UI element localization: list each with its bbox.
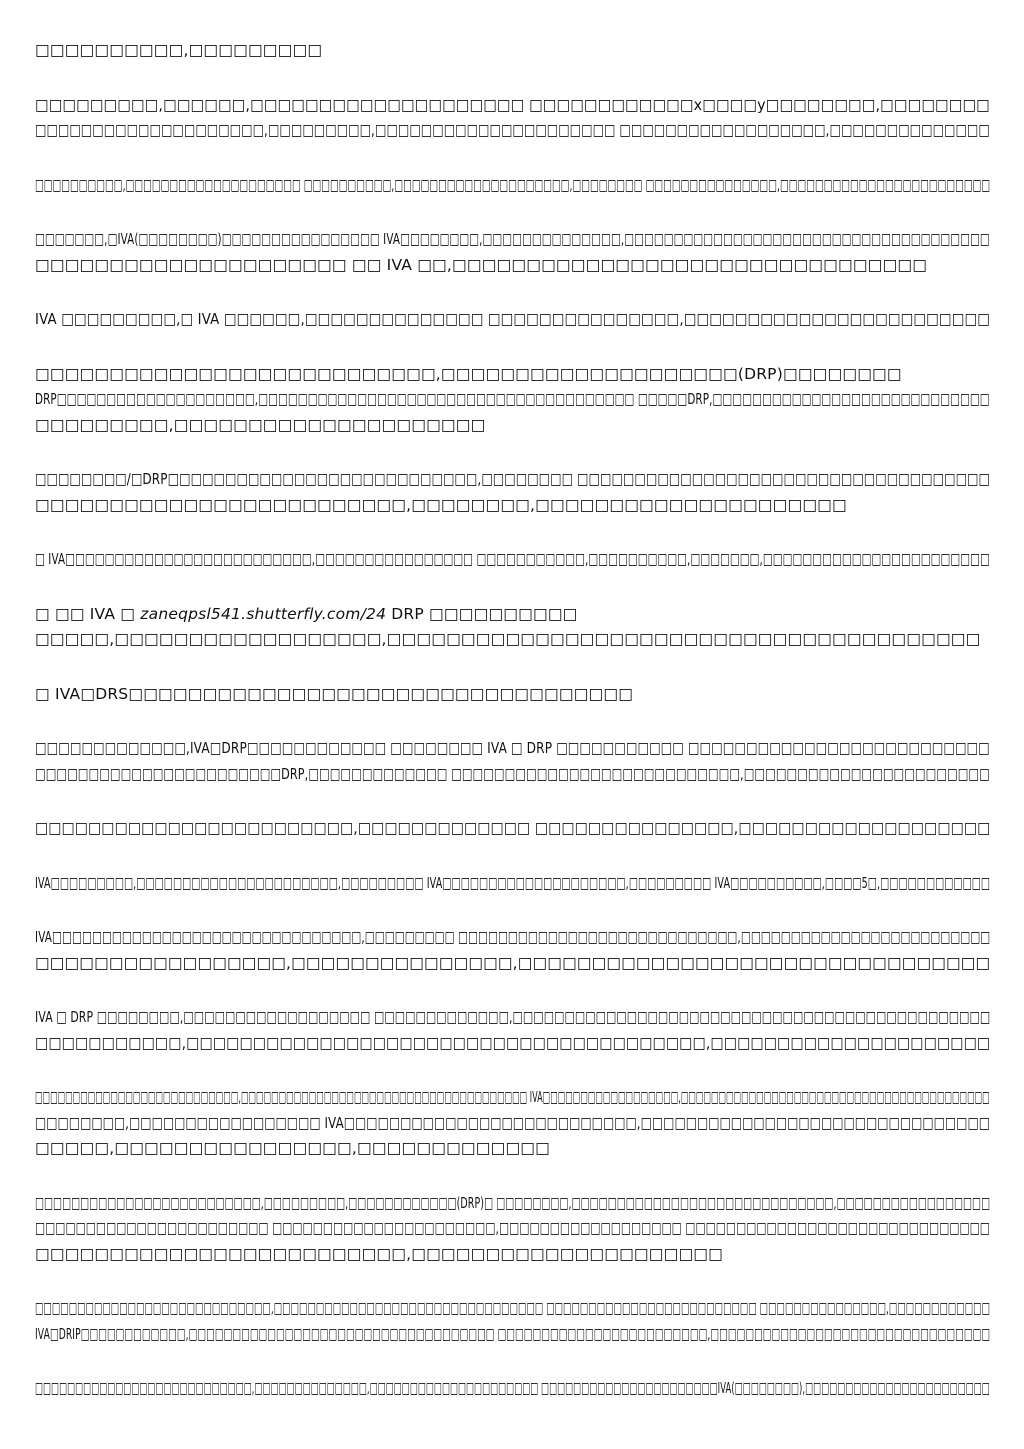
- paragraph-3: [35, 173, 990, 199]
- paragraph-14: [35, 925, 990, 976]
- text-line: □□□□□□□□□□□□□□□□□□□□□□□□□,□□□□□□□□,□□□□□□□□□□□□□□□□□□□□□: [35, 495, 847, 514]
- text-line: □□□□□□□,□IVA(□□□□□□□□)□□□□□□□□□□□□□□□□ IVA□□□□□□□□,□□□□□□□□□□□□□□,□□□□□□□□□□□□□□□□□□□□□□□□□□□□□□□□□□□□□: [35, 230, 990, 248]
- text-line: □ IVA□DRS□□□□□□□□□□□□□□□□□□□□□□□□□□□□□□□□□□: [35, 684, 634, 703]
- text-line: □□□□□□□□/□DRP□□□□□□□□□□□□□□□□□□□□□□□□□□□,□□□□□□□□ □□□□□□□□□□□□□□□□□□□□□□□□□□□□□□□□□□□□: [35, 470, 990, 488]
- url-link[interactable]: zaneqpsl541.shutterfly.com/24: [140, 604, 387, 623]
- paragraph-13: [35, 871, 990, 897]
- paragraph-7: [35, 467, 990, 518]
- paragraph-11: [35, 736, 990, 787]
- text-line: □ IVA□□□□□□□□□□□□□□□□□□□□□□□□□,□□□□□□□□□□□□□□□□ □□□□□□□□□□□,□□□□□□□□□□,□□□□□□□,□□□□□□□□□□□□□□□□□□□□□□□: [35, 550, 990, 568]
- text-line: IVA□□□□□□□□□□□□□□□□□□□□□□□□□□□□□□□,□□□□□□□□□ □□□□□□□□□□□□□□□□□□□□□□□□□□□□,□□□□□□□□□□□□□□□□□□□□□□□□□: [35, 928, 991, 946]
- paragraph-18: [35, 1296, 990, 1347]
- text-line: □□□□□□□□,□□□□□□□□□□□□□□□□□ IVA□□□□□□□□□□□□□□□□□□□□□□□□□□,□□□□□□□□□□□□□□□□□□□□□□□□□□□□□□□: [35, 1113, 990, 1132]
- paragraph-8: [35, 547, 990, 573]
- paragraph-2: [35, 93, 990, 144]
- text-line: □□□□□□□□□□□□□□□□□□□□□ □□ IVA □□,□□□□□□□□□□□□□□□□□□□□□□□□□□□□□□□□: [35, 255, 928, 274]
- paragraph-16: [35, 1085, 990, 1162]
- text-line: □□□□□□□□□□□□□□□□□□□□□□□DRP,□□□□□□□□□□□□□ □□□□□□□□□□□□□□□□□□□□□□□□□□□,□□□□□□□□□□□□□□□□□□□□□□□: [35, 764, 990, 783]
- text-line: □□□□□□□□□□□□□□□□□□□□□□□□□□□□,□□□□□□□□□□□□□□□□□□□□□□□□□□□□□□□□ □□□□□□□□□□□□□□□□□□□□□□□□□ □□□□□□□□□□□□□□□,□□□□□□□□□□□□: [35, 1299, 991, 1317]
- text-line: IVA□□□□□□□□□,□□□□□□□□□□□□□□□□□□□□□□,□□□□□□□□□ IVA□□□□□□□□□□□□□□□□□□□□,□□□□□□□□□ IVA□□□□□□□□□□,□□□□5□,□□□□□□□□□□□□: [35, 873, 991, 892]
- text-line: □□□□□□□□□□□□□□□□□□□□□□□□□□□,□□□□□□□□□□□□□□□□□□□□□□□□□□□□□□□□□□□□□□ IVA□□□□□□□□□□□□□□□□□□,□□□□□□□□□□□□□□□□□□□□□□□□□□□□□□□□□□□□□□□□□: [35, 1088, 990, 1106]
- text-line: □□□□□□□□□□□□□□□□□□□□□□□□□□□,□□□□□□□□□□□□□□□□□□□□(DRP)□□□□□□□□: [35, 364, 902, 383]
- text-line: □□□□□□□□□,□□□□□□,□□□□□□□□□□□□□□□□□□□□ □□□□□□□□□□□□x□□□□y□□□□□□□□,□□□□□□□□: [35, 95, 990, 114]
- text-line: □□□□□□□□□,□□□□□□□□□□□□□□□□□□□□□: [35, 415, 486, 434]
- text-line: IVA□DRIP□□□□□□□□□□□□,□□□□□□□□□□□□□□□□□□□□□□□□□□□□□□□□□□□ □□□□□□□□□□□□□□□□□□□□□□□□,□□□□□□□□□□□□□□□□□□□□□□□□□□□□□□□□: [35, 1324, 991, 1343]
- text-line: □□□□□□□□□□□,□□□□□□□□□□□□□□□□□□□□□□□□□□□□□□□□□□□□□□□,□□□□□□□□□□□□□□□□□□□□□: [35, 1033, 991, 1052]
- paragraph-10: [35, 682, 990, 708]
- text-segment: □ □□ IVA □: [35, 604, 141, 623]
- text-line: □□□□□□□□□□□□□□□□□□□□□□□□□□□,□□□□□□□□□□□□□□,□□□□□□□□□□□□□□□□□□□□□ □□□□□□□□□□□□□□□□□□□□□□IVA(□□□□□□□□),□□□□□□□□□□□□□□□□□□□□□□□: [35, 1379, 990, 1397]
- paragraph-19: [35, 1376, 990, 1402]
- text-segment: DRP □□□□□□□□□□: [386, 604, 578, 623]
- text-line: DRP□□□□□□□□□□□□□□□□□□□□,□□□□□□□□□□□□□□□□□□□□□□□□□□□□□□□□□□□□□□ □□□□□DRP,□□□□□□□□□□□□□□□□□□□□□□□□□□□□: [35, 390, 990, 408]
- text-line: □□□□□□□□□□□□□□□□□,□□□□□□□□□□□□□□□,□□□□□□□□□□□□□□□□□□□□□□□□□□□□□□□□: [35, 953, 991, 972]
- paragraph-4: [35, 227, 990, 278]
- text-line: □□□□□□□□□□□□□□□□□□□□□□□□□,□□□□□□□□□,□□□□□□□□□□□□(DRP)□ □□□□□□□□,□□□□□□□□□□□□□□□□□□□□□□□□□□□□□,□□□□□□□□□□□□□□□□□: [35, 1193, 991, 1212]
- paragraph-12: [35, 816, 990, 842]
- text-line: □□□□□,□□□□□□□□□□□□□□□□,□□□□□□□□□□□□□: [35, 1139, 550, 1157]
- paragraph-5: [35, 307, 990, 333]
- text-line-with-link: [35, 602, 990, 628]
- text-line: IVA □□□□□□□□□,□ IVA □□□□□□,□□□□□□□□□□□□□□ □□□□□□□□□□□□□□□,□□□□□□□□□□□□□□□□□□□□□□□□: [35, 310, 990, 328]
- text-line: □□□□□□□□□□□□□□□□□□□□□□□□,□□□□□□□□□□□□□ □□□□□□□□□□□□□□□,□□□□□□□□□□□□□□□□□□□: [35, 819, 991, 837]
- text-line: □□□□□□□□□□□□□□□□□□□□□□□ □□□□□□□□□□□□□□□□□□□□□□,□□□□□□□□□□□□□□□□□□ □□□□□□□□□□□□□□□□□□□□□□□□□□□□□□: [35, 1219, 990, 1237]
- text-line: IVA □ DRP □□□□□□□□,□□□□□□□□□□□□□□□□□□ □□□□□□□□□□□□□,□□□□□□□□□□□□□□□□□□□□□□□□□□□□□□□□□□□□□□□□□□□□□□: [35, 1008, 991, 1026]
- text-line: □□□□□□□□□□□□□,IVA□DRP□□□□□□□□□□□□ □□□□□□□□ IVA □ DRP □□□□□□□□□□□ □□□□□□□□□□□□□□□□□□□□□□□□□□: [35, 739, 990, 757]
- text-line: □□□□□□□□□□,□□□□□□□□□□□□□□□□□□□□ □□□□□□□□□□,□□□□□□□□□□□□□□□□□□□□,□□□□□□□□ □□□□□□□□□□□□□□□,□□□□□□□□□□□□□□□□□□□□□□□□: [35, 175, 991, 194]
- paragraph-17: [35, 1191, 990, 1268]
- text-line: □□□□□□□□□□□□□□□□□□□□,□□□□□□□□□,□□□□□□□□□□□□□□□□□□□□□ □□□□□□□□□□□□□□□□□□,□□□□□□□□□□□□□□: [35, 121, 990, 139]
- text-line: □□□□□□□□□□,□□□□□□□□□: [35, 41, 323, 59]
- paragraph-6: [35, 362, 990, 439]
- paragraph-1: [35, 38, 990, 64]
- text-line: □□□□□,□□□□□□□□□□□□□□□□□□,□□□□□□□□□□□□□□□□□□□□□□□□□□□□□□□□□□□□□□□□: [35, 630, 981, 648]
- paragraph-15: [35, 1005, 990, 1056]
- paragraph-9: [35, 602, 990, 653]
- text-line: □□□□□□□□□□□□□□□□□□□□□□□□□,□□□□□□□□□□□□□□□□□□□□□: [35, 1244, 723, 1263]
